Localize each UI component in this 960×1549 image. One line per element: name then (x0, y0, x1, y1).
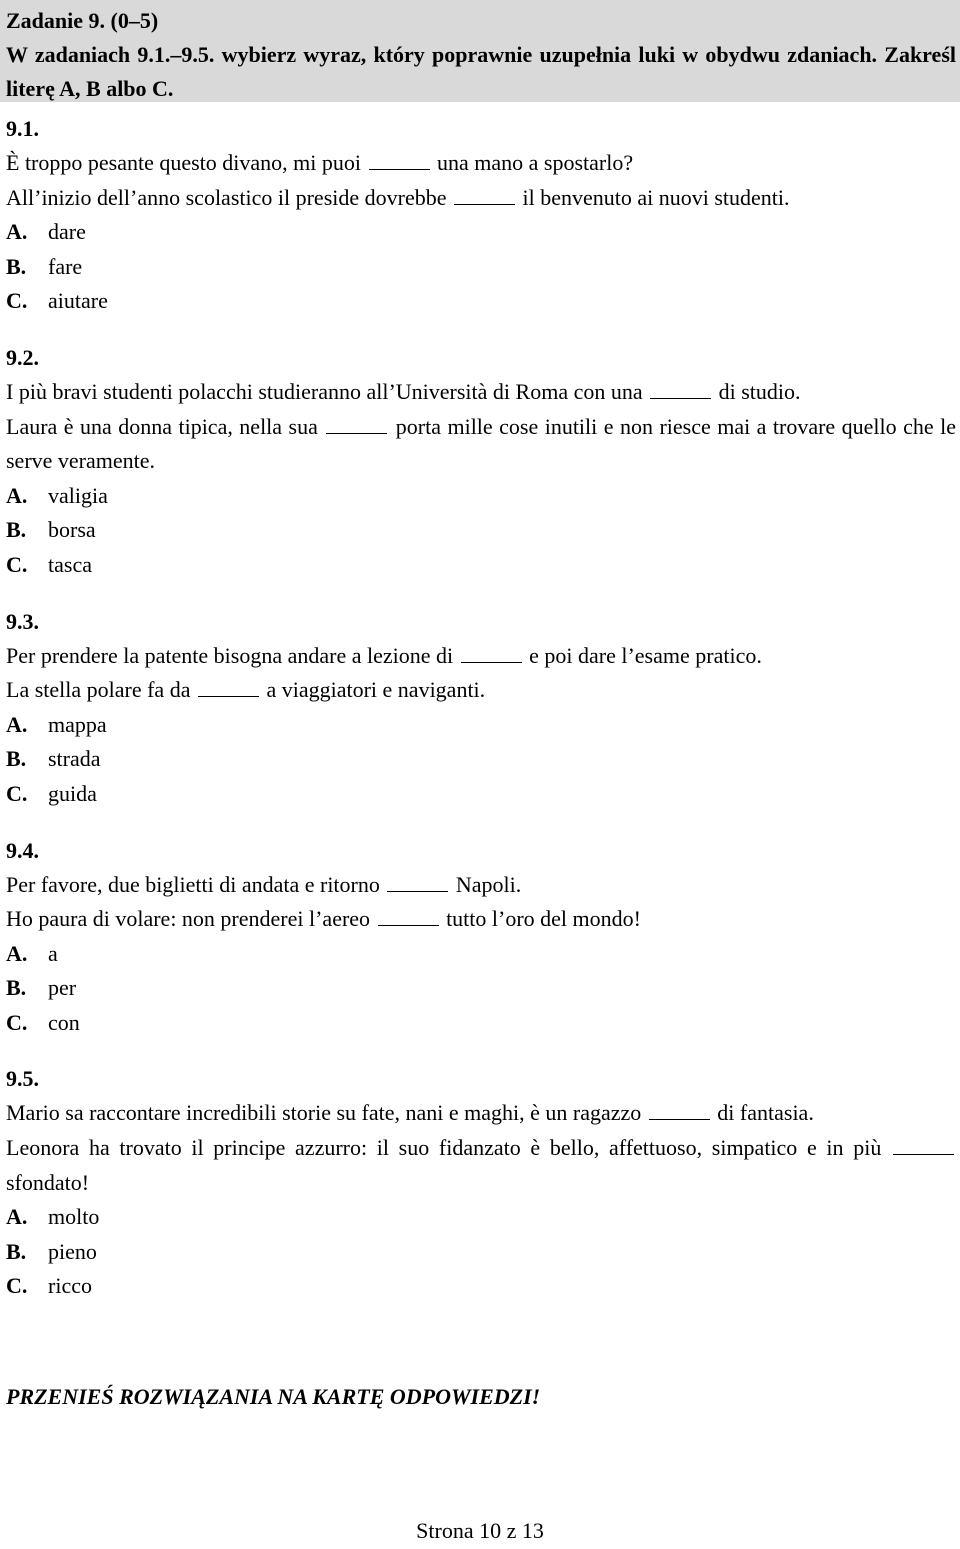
option-letter: C. (6, 288, 28, 314)
task-number: 9.1. (6, 116, 39, 141)
answer-gap (387, 873, 448, 892)
transfer-answers-note: PRZENIEŚ ROZWIĄZANIA NA KARTĘ ODPOWIEDZI! (6, 1384, 541, 1409)
sentence-2 (6, 902, 956, 937)
sentence-text: Napoli. (455, 871, 522, 897)
sentence-1 (6, 639, 956, 674)
option-text: guida (48, 780, 97, 806)
sentence-text: Per favore, due biglietti di andata e ritorno (6, 871, 380, 897)
option-text: pieno (48, 1238, 97, 1264)
option-text: ricco (48, 1273, 92, 1299)
sentence-text: tutto l’oro del mondo! (446, 906, 641, 932)
option-b[interactable] (6, 1235, 956, 1270)
answer-gap (326, 415, 387, 434)
option-letter: C. (6, 551, 28, 577)
option-letter: A. (6, 219, 28, 245)
option-letter: B. (6, 975, 27, 1001)
sentence-1 (6, 1096, 956, 1131)
tasks-list (6, 112, 956, 1326)
option-a[interactable] (6, 1200, 956, 1235)
option-text: per (48, 975, 77, 1001)
option-b[interactable] (6, 742, 956, 777)
sentence-text: di studio. (718, 378, 801, 404)
option-text: valigia (48, 482, 108, 508)
sentence-text: a viaggiatori e naviganti. (266, 677, 486, 703)
sentence-text: Mario sa raccontare incredibili storie su fate, nani e maghi, è un ragazzo (6, 1100, 642, 1126)
sentence-text: Per prendere la patente bisogna andare a lezione di (6, 642, 454, 668)
option-text: borsa (48, 517, 96, 543)
sentence-2 (6, 410, 956, 479)
task-9-4 (6, 834, 956, 1041)
sentence-text: Leonora ha trovato il principe azzurro: il suo fidanzato è bello, affettuoso, simpatico e in più (6, 1135, 882, 1161)
sentence-1 (6, 146, 956, 181)
answer-gap (369, 151, 430, 170)
answer-gap (461, 644, 522, 663)
option-c[interactable] (6, 1269, 956, 1304)
option-text: molto (48, 1204, 100, 1230)
task-number: 9.2. (6, 344, 39, 370)
option-letter: C. (6, 1273, 28, 1299)
option-letter: A. (6, 1204, 28, 1230)
task-header (6, 4, 956, 106)
sentence-text: Ho paura di volare: non prenderei l’aereo (6, 906, 371, 932)
option-a[interactable] (6, 937, 956, 972)
option-text: strada (48, 746, 101, 772)
sentence-text: È troppo pesante questo divano, mi puoi (6, 150, 361, 175)
task-number: 9.4. (6, 837, 39, 863)
sentence-text: il benvenuto ai nuovi studenti. (522, 184, 790, 210)
task-9-1 (6, 112, 956, 319)
task-9-2 (6, 341, 956, 583)
option-letter: C. (6, 1009, 28, 1035)
sentence-text: una mano a spostarlo? (437, 150, 634, 175)
sentence-text: I più bravi studenti polacchi studieranno all’Università di Roma con una (6, 378, 643, 404)
sentence-text: sfondato! (6, 1169, 90, 1195)
option-c[interactable] (6, 1006, 956, 1041)
option-b[interactable] (6, 250, 956, 285)
option-text: dare (48, 219, 86, 245)
option-b[interactable] (6, 971, 956, 1006)
option-b[interactable] (6, 513, 956, 548)
sentence-text: porta mille cose inutili e non riesce mai a trovare quello che le serve veramente. (6, 413, 956, 474)
task-title: Zadanie 9. (0–5) (6, 8, 159, 33)
answer-gap (198, 678, 259, 697)
page-number: Strona 10 z 13 (416, 1518, 544, 1543)
sentence-text: di fantasia. (717, 1100, 814, 1126)
option-a[interactable] (6, 708, 956, 743)
sentence-text: e poi dare l’esame pratico. (529, 642, 762, 668)
answer-gap (649, 1101, 710, 1120)
answer-gap (650, 380, 711, 399)
option-letter: B. (6, 253, 27, 279)
option-a[interactable] (6, 215, 956, 250)
option-text: con (48, 1009, 80, 1035)
task-9-3 (6, 605, 956, 812)
sentence-2 (6, 673, 956, 708)
option-text: fare (48, 253, 83, 279)
option-letter: B. (6, 746, 27, 772)
sentence-2 (6, 1131, 956, 1200)
sentence-text: Laura è una donna tipica, nella sua (6, 413, 318, 439)
option-letter: A. (6, 482, 28, 508)
sentence-text: All’inizio dell’anno scolastico il preside dovrebbe (6, 184, 447, 210)
option-text: mappa (48, 711, 107, 737)
answer-gap (893, 1136, 954, 1155)
option-letter: C. (6, 780, 28, 806)
option-letter: A. (6, 711, 28, 737)
answer-gap (454, 186, 515, 205)
option-c[interactable] (6, 548, 956, 583)
option-c[interactable] (6, 284, 956, 319)
sentence-2 (6, 181, 956, 216)
answer-gap (378, 907, 439, 926)
task-number: 9.5. (6, 1066, 39, 1092)
task-number: 9.3. (6, 608, 39, 634)
option-c[interactable] (6, 777, 956, 812)
option-letter: B. (6, 517, 27, 543)
option-a[interactable] (6, 479, 956, 514)
option-letter: A. (6, 940, 28, 966)
option-text: aiutare (48, 288, 108, 314)
option-letter: B. (6, 1238, 27, 1264)
option-text: a (48, 940, 58, 966)
sentence-1 (6, 868, 956, 903)
sentence-text: La stella polare fa da (6, 677, 191, 703)
sentence-1 (6, 375, 956, 410)
option-text: tasca (48, 551, 92, 577)
task-9-5 (6, 1062, 956, 1304)
task-instruction: W zadaniach 9.1.–9.5. wybierz wyraz, który poprawnie uzupełnia luki w obydwu zdaniach. Zakreśl literę A, B albo C. (6, 42, 956, 101)
